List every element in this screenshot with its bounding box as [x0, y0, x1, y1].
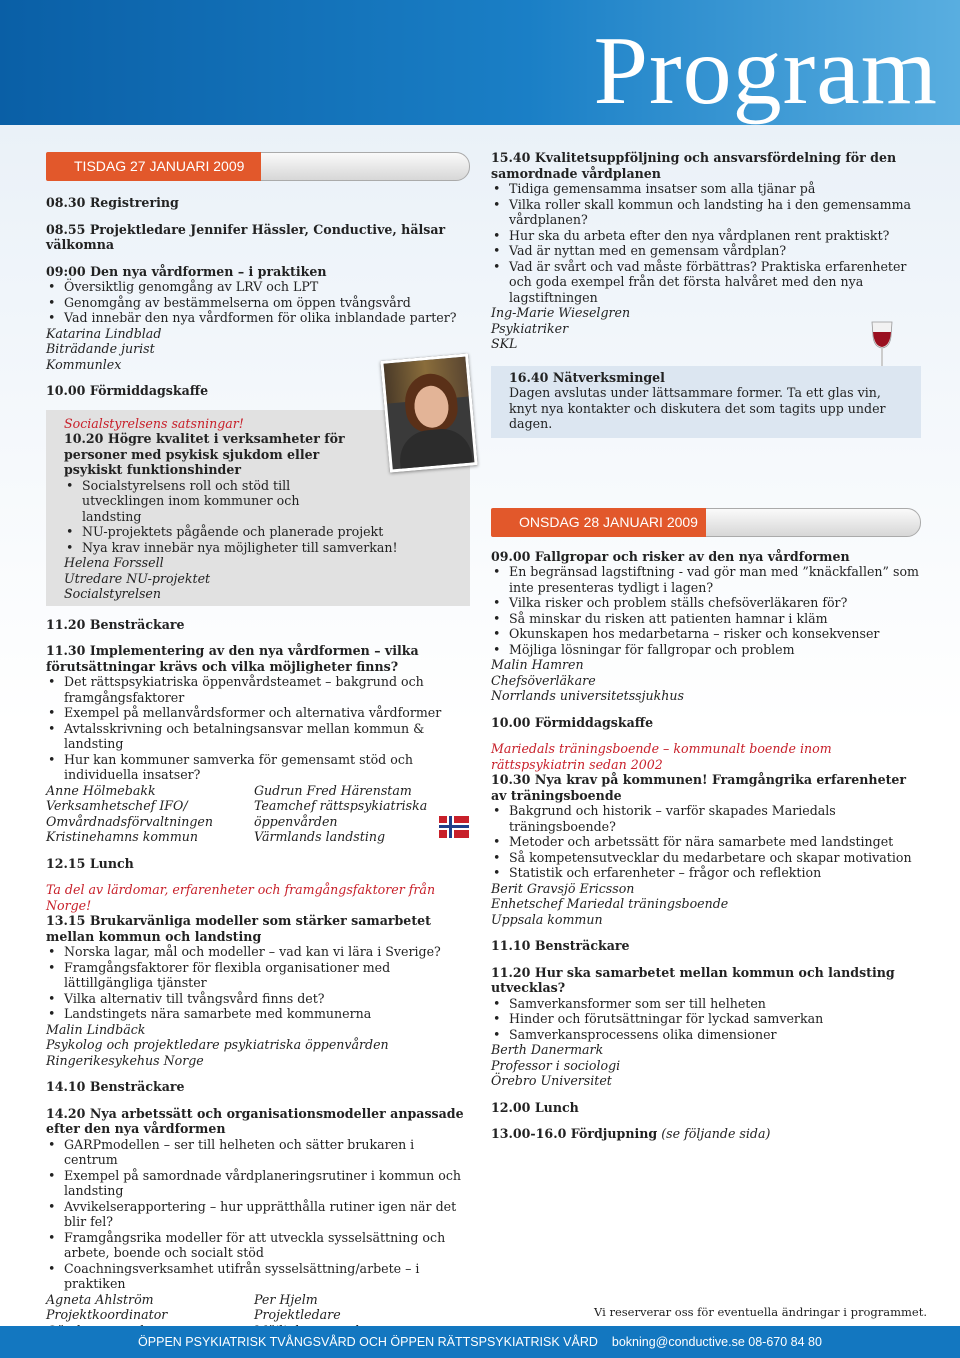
- session-note: (se följande sida): [661, 1126, 771, 1141]
- footer-title: ÖPPEN PSYKIATRISK TVÅNGSVÅRD OCH ÖPPEN RÄTTSPSYKIATRISK VÅRD: [138, 1335, 598, 1349]
- speaker-role: Utredare NU-projektet: [64, 570, 211, 586]
- list-item: • Så minskar du risken att patienten hamnar i kläm: [491, 611, 921, 627]
- speaker-org: Örebro Universitet: [491, 1073, 612, 1088]
- speaker-b: [254, 783, 462, 845]
- speaker-name: Malin Lindbäck: [46, 1021, 146, 1037]
- day-header-wednesday: [491, 508, 921, 537]
- photo-body: [398, 427, 474, 473]
- list-item: • Hinder och förutsättningar för lyckad samverkan: [491, 1011, 921, 1027]
- speaker-org: Socialstyrelsen: [64, 586, 161, 601]
- session-coffee: 10.00 Förmiddagskaffe: [46, 383, 209, 398]
- list-item: • Så kompetensutvecklar du medarbetare och skapar motivation: [491, 850, 921, 866]
- session-tag: Mariedals träningsboende – kommunalt boende inom rättspsykiatrin sedan 2002: [491, 741, 832, 772]
- speakers: [46, 783, 470, 845]
- list-item: • Vad är nyttan med en gemensam vårdplan?: [491, 243, 921, 259]
- right-column: [491, 150, 921, 1142]
- footer-contact[interactable]: bokning@conductive.se 08-670 84 80: [611, 1335, 822, 1349]
- session-w0900: [491, 549, 921, 704]
- list-item: • Avtalsskrivning och betalningsansvar mellan kommun & landsting: [46, 721, 470, 752]
- list-item: • Vad är svårt och vad måste förbättras? Praktiska erfarenheter och goda exempel från det första halvåret med den nya lagstiftningen: [491, 259, 921, 306]
- list-item: • Möjliga lösningar för fallgropar och problem: [491, 642, 921, 658]
- list-item: • Statistik och erfarenheter – frågor och reflektion: [491, 865, 921, 881]
- list-item: • Vad innebär den nya vårdformen för olika inblandade parter?: [46, 310, 470, 326]
- session-title: 11.30 Implementering av den nya vårdformen – vilka förutsättningar krävs och vilka möjligheter finns?: [46, 643, 419, 674]
- speaker-name: Helena Forssell: [64, 555, 164, 570]
- speaker-name: Anne Hölmebakk: [46, 782, 156, 798]
- bullet-list: [64, 478, 460, 556]
- session-w1120: [491, 965, 921, 1089]
- session-1315: [46, 882, 470, 1068]
- session-lunch: 12.00 Lunch: [491, 1099, 579, 1115]
- day-header-bar: [704, 508, 921, 537]
- bullet-list: [46, 674, 470, 783]
- session-1420: [46, 1106, 470, 1339]
- bullet-list: [46, 1137, 470, 1292]
- speaker-role: Biträdande jurist: [46, 341, 155, 356]
- list-item: • Vilka risker och problem ställs chefsöverläkaren för?: [491, 595, 921, 611]
- speaker-name: Berth Danermark: [491, 1042, 604, 1057]
- speaker-org: SKL: [491, 336, 518, 351]
- speaker-name: Katarina Lindblad: [46, 325, 162, 341]
- speaker-name: Gudrun Fred Härenstam: [254, 782, 412, 798]
- speaker-name: Malin Hamren: [491, 657, 584, 672]
- list-item: • Samverkansprocessens olika dimensioner: [491, 1027, 921, 1043]
- session-title: 13.15 Brukarvänliga modeller som stärker samarbetet mellan kommun och landsting: [46, 913, 431, 944]
- session-welcome: 08.55 Projektledare Jennifer Hässler, Conductive, hälsar välkomna: [46, 221, 446, 252]
- bullet-list: [491, 181, 921, 305]
- session-break: 14.10 Bensträckare: [46, 1079, 185, 1094]
- list-item: • Vilka alternativ till tvångsvård finns det?: [46, 991, 470, 1007]
- list-item: • Framgångsrika modeller för att utveckla sysselsättning och arbete, boende och socialt stöd: [46, 1230, 470, 1261]
- bullet-list: [491, 564, 921, 657]
- list-item: • Genomgång av bestämmelserna om öppen tvångsvård: [46, 295, 470, 311]
- day-header-bar: [259, 152, 470, 181]
- list-item: • Nya krav innebär nya möjligheter till samverkan!: [64, 540, 460, 556]
- list-item: • Vilka roller skall kommun och landsting ha i den gemensamma vårdplanen?: [491, 197, 921, 228]
- list-item: • Översiktlig genomgång av LRV och LPT: [46, 279, 470, 295]
- speaker-name: Ing-Marie Wieselgren: [491, 305, 631, 320]
- list-item: • Framgångsfaktorer för flexibla organisationer med lättillgängliga tjänster: [46, 960, 470, 991]
- list-item: • Coachningsverksamhet utifrån sysselsättning/arbete – i praktiken: [46, 1261, 470, 1292]
- footer-bar: [0, 1326, 960, 1358]
- list-item: • En begränsad lagstiftning - vad gör man med ”knäckfallen” som inte presenteras tydligt i lagen?: [491, 564, 921, 595]
- bullet-list: [491, 996, 921, 1043]
- norway-flag-icon: [439, 816, 469, 838]
- speaker-role: Projektkoordinator: [46, 1307, 168, 1322]
- list-item: • Hur kan kommuner samverka för gemensamt stöd och individuella insatser?: [46, 752, 470, 783]
- list-item: • Exempel på mellanvårdsformer och alternativa vårdformer: [46, 705, 470, 721]
- session-title: 15.40 Kvalitetsuppföljning och ansvarsfördelning för den samordnade vårdplanen: [491, 150, 897, 181]
- session-title: 10.30 Nya krav på kommunen! Framgångrika erfarenheter av träningsboende: [491, 772, 907, 803]
- speaker-role: Verksamhetschef IFO/: [46, 798, 188, 813]
- list-item: • Hur ska du arbeta efter den nya vårdplanen rent praktiskt?: [491, 228, 921, 244]
- speaker-role: öppenvården: [254, 813, 338, 829]
- speaker-org: Kristinehamns kommun: [46, 829, 199, 844]
- speaker-org: Kommunlex: [46, 356, 122, 372]
- session-1540: [491, 150, 921, 352]
- list-item: • GARPmodellen – ser till helheten och sätter brukaren i centrum: [46, 1137, 470, 1168]
- speaker-a: [46, 783, 254, 845]
- session-lunch: 12.15 Lunch: [46, 855, 134, 871]
- speaker-org: Uppsala kommun: [491, 911, 603, 927]
- speaker-role: Projektledare: [254, 1307, 341, 1322]
- list-item: • Metoder och arbetssätt för nära samarbete med landstinget: [491, 834, 921, 850]
- speaker-name: Berit Gravsjö Ericsson: [491, 880, 635, 896]
- speaker-name: Per Hjelm: [254, 1291, 318, 1307]
- header-banner: [0, 0, 960, 125]
- session-title: 14.20 Nya arbetssätt och organisationsmodeller anpassade efter den nya vårdformen: [46, 1105, 464, 1136]
- speaker-role: Teamchef rättspsykiatriska: [254, 798, 428, 813]
- speaker-role: Omvårdnadsförvaltningen: [46, 813, 213, 829]
- session-break: 11.20 Bensträckare: [46, 616, 185, 632]
- speaker-org: Ringerikesykehus Norge: [46, 1052, 204, 1068]
- session-title: 10.20 Högre kvalitet i verksamheter för personer med psykisk sjukdom eller psykiskt funktionshinder: [64, 431, 345, 477]
- disclaimer: Vi reserverar oss för eventuella ändringar i programmet.: [594, 1305, 927, 1319]
- speaker-role: Enhetschef Mariedal träningsboende: [491, 896, 729, 911]
- session-registration: 08.30 Registrering: [46, 195, 179, 210]
- list-item: • Exempel på samordnade vårdplaneringsrutiner i kommun och landsting: [46, 1168, 470, 1199]
- session-0900: [46, 264, 470, 373]
- session-title: 11.20 Hur ska samarbetet mellan kommun och landsting utvecklas?: [491, 964, 895, 995]
- list-item: • Landstingets nära samarbete med kommunerna: [46, 1006, 470, 1022]
- session-w1300: [491, 1126, 921, 1142]
- list-item: • Det rättspsykiatriska öppenvårdsteamet – bakgrund och framgångsfaktorer: [46, 674, 470, 705]
- session-1130: [46, 643, 470, 845]
- session-title: 16.40 Nätverksmingel: [509, 369, 665, 385]
- list-item: • Norska lagar, mål och modeller – vad kan vi lära i Sverige?: [46, 944, 470, 960]
- session-tag: Socialstyrelsens satsningar!: [64, 415, 244, 431]
- list-item: • Samverkansformer som ser till helheten: [491, 996, 921, 1012]
- session-tag: Ta del av lärdomar, erfarenheter och framgångsfaktorer från Norge!: [46, 882, 436, 913]
- session-title: 09:00 Den nya vårdformen – i praktiken: [46, 263, 327, 279]
- speaker-org: Värmlands landsting: [254, 829, 386, 844]
- session-break: 11.10 Bensträckare: [491, 938, 630, 953]
- list-item: • Bakgrund och historik – varför skapades Mariedals träningsboende?: [491, 803, 921, 834]
- list-item: • Tidiga gemensamma insatser som alla tjänar på: [491, 181, 921, 197]
- left-column: [46, 152, 470, 1358]
- list-item: • Avvikelserapportering – hur upprätthålla rutiner igen när det blir fel?: [46, 1199, 470, 1230]
- bullet-list: [46, 944, 470, 1022]
- page-title: Program: [593, 17, 938, 125]
- day-label: ONSDAG 28 JANUARI 2009: [491, 508, 706, 537]
- speaker-role: Psykiatriker: [491, 320, 569, 336]
- speaker-photo: [380, 353, 477, 472]
- session-w1030: [491, 741, 921, 927]
- day-header-tuesday: [46, 152, 470, 181]
- bullet-list: [491, 803, 921, 881]
- list-item: • Socialstyrelsens roll och stöd till utvecklingen inom kommuner och landsting: [64, 478, 460, 525]
- speaker-role: Professor i sociologi: [491, 1057, 621, 1073]
- speaker-role: Psykolog och projektledare psykiatriska öppenvården: [46, 1037, 389, 1052]
- bullet-list: [46, 279, 470, 326]
- session-1640-box: [491, 366, 921, 438]
- session-title: 13.00-16.0 Fördjupning: [491, 1126, 658, 1141]
- session-coffee: 10.00 Förmiddagskaffe: [491, 714, 654, 730]
- list-item: • Okunskapen hos medarbetarna – risker och konsekvenser: [491, 626, 921, 642]
- speaker-name: Agneta Ahlström: [46, 1291, 154, 1307]
- speaker-org: Norrlands universitetssjukhus: [491, 688, 684, 703]
- session-title: 09.00 Fallgropar och risker av den nya vårdformen: [491, 548, 850, 564]
- day-label: TISDAG 27 JANUARI 2009: [46, 152, 261, 181]
- speaker-role: Chefsöverläkare: [491, 672, 596, 688]
- list-item: • NU-projektets pågående och planerade projekt: [64, 524, 460, 540]
- session-text: Dagen avslutas under lättsammare former. Ta ett glas vin, knyt nya kontakter och diskutera det som tagits upp under dagen.: [509, 385, 886, 431]
